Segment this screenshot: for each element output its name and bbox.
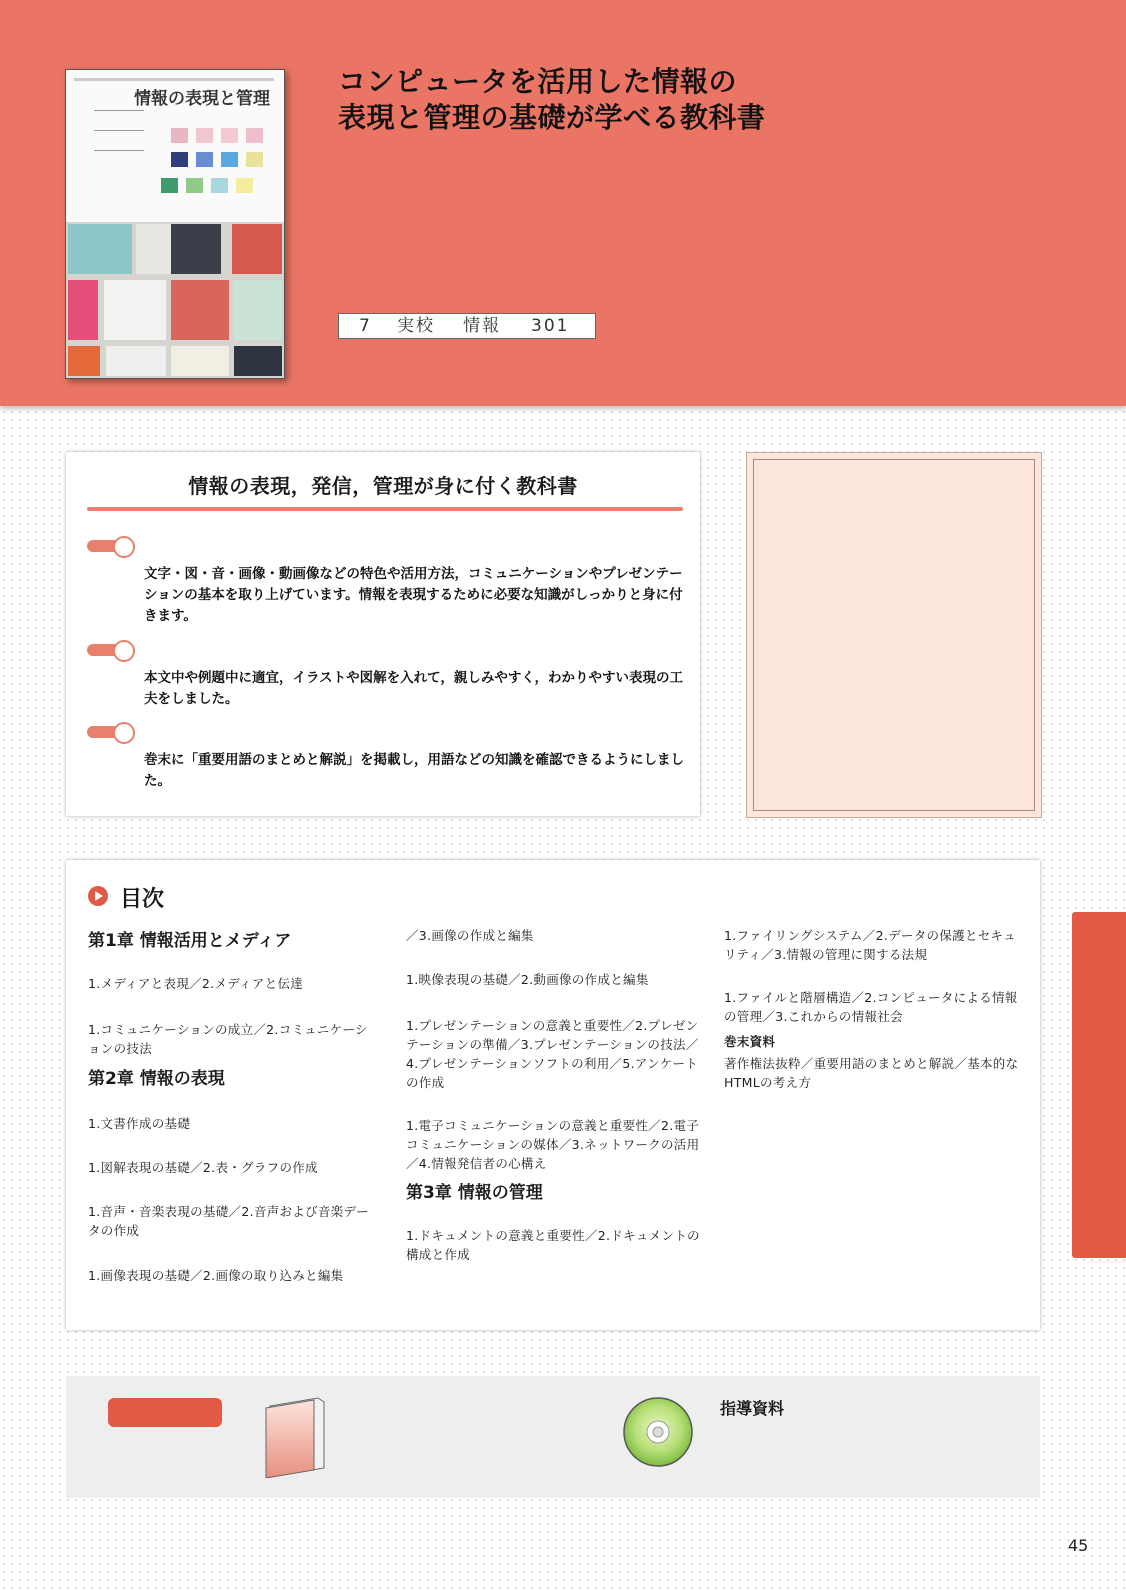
shelf-books xyxy=(68,280,98,340)
sticky-note xyxy=(196,152,213,167)
cover-rule xyxy=(94,130,144,131)
toc-title: 目次 xyxy=(120,887,165,912)
appendix-heading: 巻末資料 xyxy=(724,1034,776,1049)
cover-title: 情報の表現と管理 xyxy=(134,89,270,109)
header-band xyxy=(0,0,1126,406)
sticky-note xyxy=(246,128,263,143)
toc-entry: 1.画像表現の基礎／2.画像の取り込みと編集 xyxy=(88,1268,344,1283)
materials-box xyxy=(66,1376,1040,1498)
toc-entry: 著作権法抜粋／重要用語のまとめと解説／基本的なHTMLの考え方 xyxy=(724,1056,1019,1090)
cover-rule xyxy=(94,110,144,111)
shelf-books xyxy=(68,346,100,376)
headline xyxy=(338,64,766,136)
feature-item: 本文中や例題中に適宜，イラストや図解を入れて，親しみやすく，わかりやすい表現の工夫をしました。 xyxy=(144,670,684,707)
toc-entry: 1.ファイリングシステム／2.データの保護とセキュリティ／3.情報の管理に関する法規 xyxy=(724,928,1017,962)
toc-entry: 1.映像表現の基礎／2.動画像の作成と編集 xyxy=(406,972,649,987)
feature-item: 文字・図・音・画像・動画像などの特色や活用方法，コミュニケーションやプレゼンテーションの基本を取り上げています。情報を表現するために必要な知識がしっかりと身に付きます。 xyxy=(144,566,683,624)
code-school: 実校 xyxy=(397,316,435,336)
toc-entry: 1.メディアと表現／2.メディアと伝達 xyxy=(88,976,304,991)
toc-entry: 1.電子コミュニケーションの意義と重要性／2.電子コミュニケーションの媒体／3.ネットワークの活用／4.情報発信者の心構え xyxy=(406,1118,700,1171)
materials-pill-label xyxy=(108,1398,222,1427)
cover-top-line xyxy=(74,78,274,81)
sticky-note xyxy=(171,128,188,143)
toc-entry: 1.ファイルと階層構造／2.コンピュータによる情報の管理／3.これからの情報社会 xyxy=(724,990,1018,1024)
sticky-note xyxy=(236,178,253,193)
page-number: 45 xyxy=(1068,1536,1089,1555)
code-subject: 情報 xyxy=(463,316,501,336)
sticky-note xyxy=(211,178,228,193)
book-icon xyxy=(264,1396,326,1478)
shelf-books xyxy=(171,346,229,376)
features-title: 情報の表現，発信，管理が身に付く教科書 xyxy=(188,474,578,498)
chapter-heading: 第3章 情報の管理 xyxy=(406,1183,543,1203)
features-rule xyxy=(87,507,683,511)
side-panel xyxy=(746,452,1042,818)
chapter-heading: 第2章 情報の表現 xyxy=(88,1069,225,1089)
features-box xyxy=(66,452,700,816)
sticky-note xyxy=(171,152,188,167)
shelf-books xyxy=(171,280,229,340)
shelf-books xyxy=(234,280,282,340)
toc-entry: 1.図解表現の基礎／2.表・グラフの作成 xyxy=(88,1160,318,1175)
shelf-books xyxy=(68,224,132,274)
toc-box xyxy=(66,860,1040,1330)
shelf-books xyxy=(234,346,282,376)
cd-icon xyxy=(622,1396,694,1468)
sticky-note xyxy=(221,152,238,167)
shelf-books xyxy=(232,224,282,274)
sticky-note xyxy=(161,178,178,193)
guide-materials-label: 指導資料 xyxy=(720,1399,785,1418)
bookshelf-photo xyxy=(66,222,284,378)
sticky-note xyxy=(221,128,238,143)
play-circle-icon xyxy=(88,886,108,906)
toc-entry: ／3.画像の作成と編集 xyxy=(406,928,534,943)
side-index-tab xyxy=(1072,912,1126,1258)
feature-item: 巻末に「重要用語のまとめと解説」を掲載し，用語などの知識を確認できるようにしました。 xyxy=(144,752,684,789)
shelf-books xyxy=(104,280,166,340)
toggle-bullet-icon xyxy=(87,640,136,660)
headline-line-2: 表現と管理の基礎が学べる教科書 xyxy=(338,101,766,134)
textbook-code-box xyxy=(338,313,596,339)
sticky-note xyxy=(186,178,203,193)
sticky-note xyxy=(196,128,213,143)
toc-entry: 1.ドキュメントの意義と重要性／2.ドキュメントの構成と作成 xyxy=(406,1228,700,1262)
cover-rule xyxy=(94,150,144,151)
shelf-books xyxy=(106,346,166,376)
chapter-heading: 第1章 情報活用とメディア xyxy=(88,931,292,951)
toc-entry: 1.コミュニケーションの成立／2.コミュニケーションの技法 xyxy=(88,1022,368,1056)
sticky-note xyxy=(246,152,263,167)
book-cover-image xyxy=(65,69,285,379)
toc-entry: 1.文書作成の基礎 xyxy=(88,1116,191,1131)
toggle-bullet-icon xyxy=(87,536,136,556)
toc-entry: 1.音声・音楽表現の基礎／2.音声および音楽データの作成 xyxy=(88,1204,370,1238)
toggle-bullet-icon xyxy=(87,722,136,742)
code-number: 7 xyxy=(359,316,372,336)
headline-line-1: コンピュータを活用した情報の xyxy=(338,65,738,98)
toc-entry: 1.プレゼンテーションの意義と重要性／2.プレゼンテーションの準備／3.プレゼンテーションの技法／4.プレゼンテーションソフトの利用／5.アンケートの作成 xyxy=(406,1018,699,1090)
shelf-books xyxy=(171,224,221,274)
code-id: 301 xyxy=(531,316,570,336)
side-panel-frame xyxy=(753,459,1035,811)
